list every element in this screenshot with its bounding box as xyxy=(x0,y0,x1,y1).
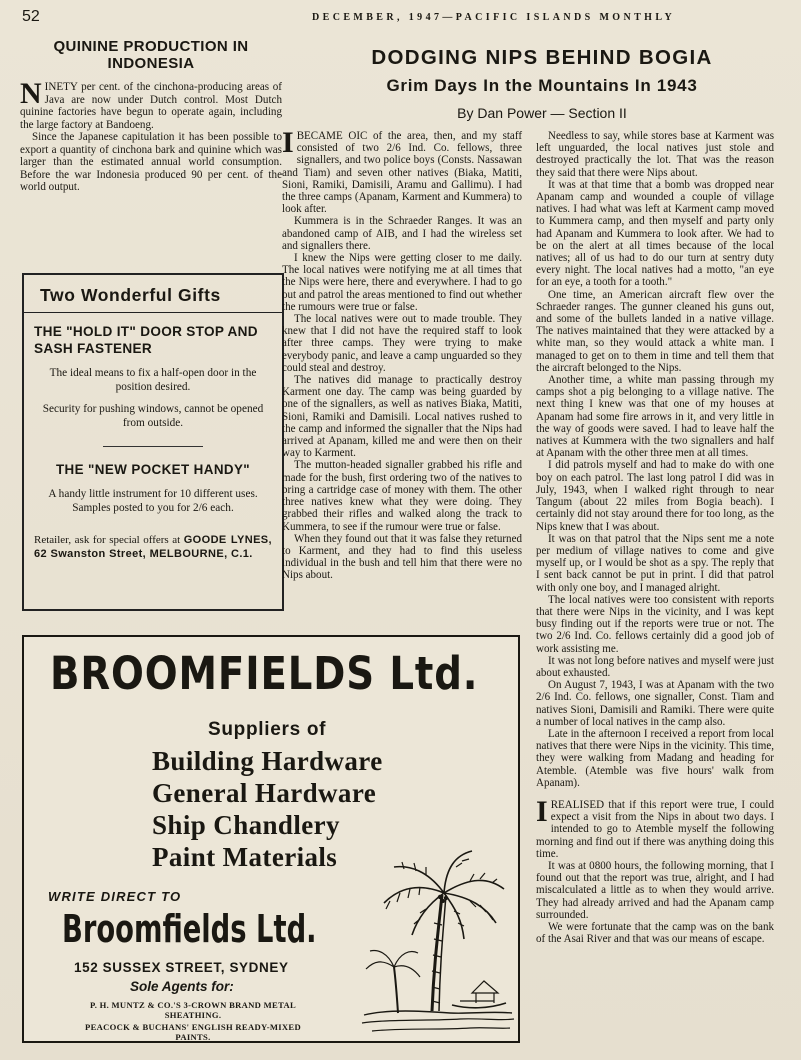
article-paragraph-text: I did patrols myself and had to make do with one boy on each patrol. The last long patrol I did was in July, 1943, when I walked right through to near Tangum (about 22 miles from Bogia beach). I certainly did not stay around there for too long, as the Nips knew that I was about. xyxy=(536,459,774,533)
article-paragraph-text: The local natives were too consistent with reports that there were Nips in the vicinity, and I was kept busy finding out if the reports were true or not. The two 2/6 Ind. Co. fellows certainly did a good job of work assisting me. xyxy=(536,593,774,655)
article-paragraph xyxy=(282,533,522,582)
article-col1-text xyxy=(282,126,522,582)
article-paragraph-text: When they found out that it was false they returned to Karment, and they had to find this useless individual in the bush and tell him that there were no Nips about. xyxy=(282,532,522,582)
broomfields-line-paint: Paint Materials xyxy=(152,842,338,872)
article-paragraph xyxy=(282,252,522,313)
gifts-item1-title: THE "HOLD IT" DOOR STOP AND SASH FASTENER xyxy=(34,324,258,356)
broomfields-line-general: General Hardware xyxy=(152,778,377,808)
broomfields-line-building: Building Hardware xyxy=(152,746,383,776)
article-paragraph xyxy=(536,459,774,532)
broomfields-name-secondary: Broomfields Ltd. xyxy=(62,907,317,951)
gifts-retail-name: GOODE LYNES, 62 Swanston Street, MELBOURNE, C.1. xyxy=(34,534,273,560)
broomfields-line-ship: Ship Chandlery xyxy=(152,810,340,840)
running-title: DECEMBER, 1947—PACIFIC ISLANDS MONTHLY xyxy=(312,12,676,23)
article-paragraph-text: We were fortunate that the camp was on the bank of the Asai River and that was our means of escape. xyxy=(536,921,774,946)
gifts-divider xyxy=(24,312,282,313)
article-subtitle: Grim Days In the Mountains In 1943 xyxy=(386,76,698,95)
page-number: 52 xyxy=(22,8,40,25)
article-paragraph xyxy=(536,289,774,374)
article-paragraph-text: The natives did manage to practically destroy Karment one day. The camp was being guarded by one of the signallers, as well as natives Biaka, Matiti, Sioni, Ramiki and Damisili. Local natives rushed to the camp and informed the signaller that the Nips had arrived at Apanam, killed me and were then on their way to Karment. xyxy=(282,374,522,460)
article-paragraph xyxy=(536,860,774,921)
article-paragraph xyxy=(282,374,522,459)
article-paragraph xyxy=(282,459,522,532)
quinine-paragraph: Since the Japanese capitulation it has been possible to export a quantity of cinchona bark and quinine which was larger than the estimated annual world consumption. Before the war Indonesia produced 90 per cent. of the world output. xyxy=(20,131,282,194)
quinine-p1-text: INETY per cent. of the cinchona-producing areas of Java are now under Dutch control. Most Dutch quinine factories have begun to operate again, including the large factory at Bandoeng. xyxy=(20,81,282,131)
gifts-advertisement xyxy=(22,273,284,611)
gifts-short-divider xyxy=(103,446,203,447)
article-paragraph xyxy=(536,921,774,945)
article-paragraph xyxy=(536,130,774,179)
article-paragraph xyxy=(536,655,774,679)
gifts-item2-desc: A handy little instrument for 10 different uses. Samples posted to you for 2/6 each. xyxy=(48,488,258,514)
article-paragraph-text: Late in the afternoon I received a report from local natives that there were Nips in the vicinity. This time, they were walking from Madang and heading for Atemble. (Atemble was five hours' walk from Apanam). xyxy=(536,727,774,789)
article-paragraph xyxy=(282,215,522,252)
gifts-item1-security: Security for pushing windows, cannot be opened from outside. xyxy=(42,403,264,429)
broomfields-write: WRITE DIRECT TO xyxy=(48,889,182,904)
article-paragraph xyxy=(536,794,774,860)
quinine-paragraph xyxy=(20,77,282,131)
article-paragraph xyxy=(282,126,522,216)
article-paragraph-text: On August 7, 1943, I was at Apanam with the two 2/6 Ind. Co. fellows, one signaller, Const. Tiam and natives Sioni, Damisili and Ramiki. There were quite a number of local natives in the camp also. xyxy=(536,679,774,728)
article-byline: By Dan Power — Section II xyxy=(457,105,627,121)
article-paragraph-text: It was not long before natives and myself were just about exhausted. xyxy=(536,654,774,679)
quinine-dropcap: N xyxy=(20,77,42,110)
article-paragraph-text: BECAME OIC of the area, then, and my staff consisted of two 2/6 Ind. Co. fellows, three signallers, and two police boys (Consts. Nassawan and Tiam) and seven other natives (Biaka, Matiti, Sioni, Ramiki, Damisili, Aramu and Gallimu). I had the three camps (Apanam, Karment and Kummera) to look after. xyxy=(282,130,522,216)
article-paragraph xyxy=(282,313,522,374)
palm-tree-illustration xyxy=(360,843,516,1038)
article-paragraph-text: Another time, a white man passing through my camps shot a pig belonging to a village native. The next thing I knew was that one of my houses at Apanam had some fire arrows in it, and very little in the way of goods were saved. I had to leave half the natives at Kummera with the two signallers and half at Apanam with the other three men at all times. xyxy=(536,374,774,460)
quinine-article xyxy=(20,38,282,194)
gifts-item1-desc: The ideal means to fix a half-open door in the position desired. xyxy=(49,367,257,393)
article-col2-text xyxy=(536,130,774,945)
article-paragraph-text: It was at 0800 hours, the following morning, that I found out that the report was true, alright, and I had miscalculated a little as to when they would arrive. They had already arrived and had the Apanam camp surrounded. xyxy=(536,859,774,921)
article-paragraph xyxy=(536,179,774,289)
gifts-retail xyxy=(34,533,272,561)
broomfields-agent-1: P. H. MUNTZ & CO.'S 3-CROWN BRAND METAL SHEATHING. xyxy=(89,1000,297,1020)
broomfields-agent-2: PEACOCK & BUCHANS' ENGLISH READY-MIXED PAINTS. xyxy=(85,1022,301,1042)
quinine-body xyxy=(20,77,282,194)
article-paragraph-text: REALISED that if this report were true, I could expect a visit from the Nips in about two days. I intended to go to Atemble myself the following morning and find out if there was anything doing this time. xyxy=(536,798,774,860)
article-paragraph xyxy=(536,679,774,728)
article-paragraph-text: One time, an American aircraft flew over the Schraeder ranges. The gunner cleaned his guns out, and some of the bullets landed in a native village. The natives maintained that they were attacked by a white man, so they would attack a white man. I managed to get on to them in time and tell them that the aircraft belonged to the Nips. xyxy=(536,288,774,374)
article-title: DODGING NIPS BEHIND BOGIA xyxy=(371,46,713,69)
article-dropcap: I xyxy=(282,126,294,159)
article-paragraph-text: The local natives were out to made trouble. They knew that I did not have the required staff to look after three camps. They were trying to make everybody panic, and leave a camp unguarded so they could steal and destroy. xyxy=(282,313,522,374)
article-paragraph-text: The mutton-headed signaller grabbed his rifle and made for the bush, first ordering two of the natives to bring a cartridge case of money with them. The other three natives knew what they were doing. They grabbed their rifles and walked along the track to Kummera, to see if the rumour were true or false. xyxy=(282,459,522,533)
article-paragraph-text: Kummera is in the Schraeder Ranges. It was an abandoned camp of AIB, and I had the wireless set and signallers there. xyxy=(282,215,522,252)
gifts-retail-prefix: Retailer, ask for special offers at xyxy=(34,534,181,546)
article-dropcap: I xyxy=(536,794,548,828)
broomfields-suppliers: Suppliers of xyxy=(208,719,327,740)
broomfields-advertisement xyxy=(22,635,520,1043)
article-paragraph-text: I knew the Nips were getting closer to me daily. The local natives were notifying me at all times that the Nips were here, there and everywhere. I had to go out and patrol the areas mentioned to find out whether the rumours were true or false. xyxy=(282,252,522,313)
article-paragraph xyxy=(536,594,774,655)
broomfields-sole-agents: Sole Agents for: xyxy=(130,979,234,994)
article-paragraph-text: It was on that patrol that the Nips sent me a note per medium of village natives to come and give myself up, or I would be shot as a spy. The reply that I sent back cannot be put in print. I did that patrol with only one boy, and I managed alright. xyxy=(536,532,774,594)
article-column-1 xyxy=(282,126,522,582)
article-paragraph xyxy=(536,533,774,594)
broomfields-name: BROOMFIELDS Ltd. xyxy=(50,647,479,700)
broomfields-address: 152 SUSSEX STREET, SYDNEY xyxy=(74,960,289,975)
article-paragraph-text: It was at that time that a bomb was dropped near Apanam camp and wounded a couple of village natives. I had what was left at Karment camp moved to Kummera camp, and then myself and party only had Apanam and Kummera to look after. We had to be on the alert at all times because of the local natives; all of us had to do our turn at sentry duty every night. The local natives had a motto, "an eye for an eye, a tooth for a tooth." xyxy=(536,178,774,289)
running-header xyxy=(22,8,779,28)
article-paragraph xyxy=(536,728,774,789)
quinine-title: QUININE PRODUCTION IN INDONESIA xyxy=(53,38,249,72)
gifts-item2-title: THE "NEW POCKET HANDY" xyxy=(55,462,251,477)
article-column-2 xyxy=(536,130,774,945)
gifts-title: Two Wonderful Gifts xyxy=(40,285,221,305)
article-paragraph-text: Needless to say, while stores base at Karment was left unguarded, the local natives just stole and destroyed practically the lot. That was the reason they said that there were Nips about. xyxy=(536,130,774,179)
article-paragraph xyxy=(536,374,774,459)
